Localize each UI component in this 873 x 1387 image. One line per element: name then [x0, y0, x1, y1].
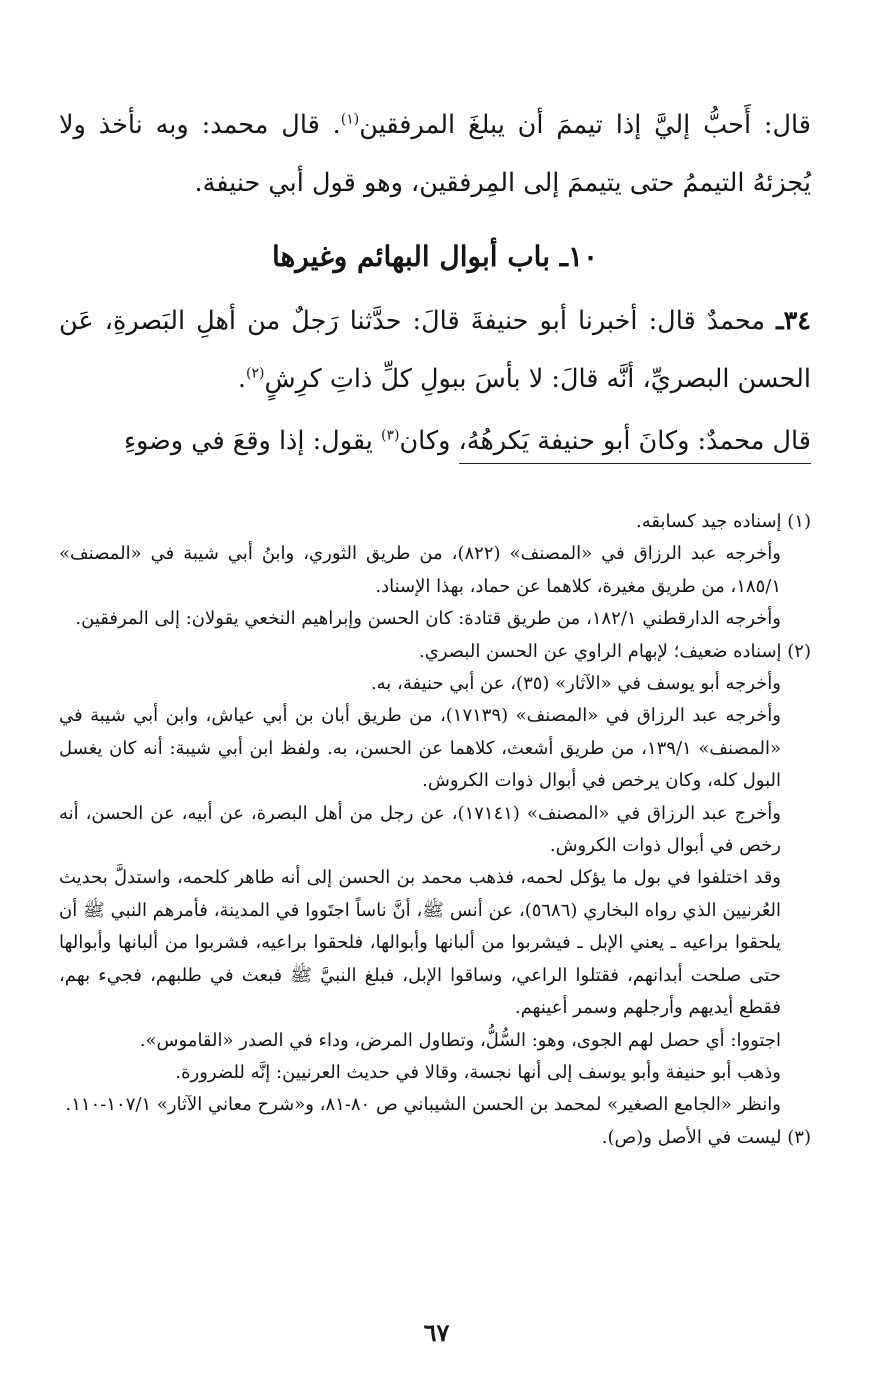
hadith-34	[59, 292, 811, 408]
footnote-ref-2[interactable]: (٢)	[245, 365, 265, 382]
footnote-1-a: وأخرجه عبد الرزاق في «المصنف» (٨٢٢)، من طريق الثوري، وابنُ أبي شيبة في «المصنف» ١٨٥/١، من طريق مغيرة، كلاهما عن حماد، بهذا الإسناد.	[59, 543, 781, 597]
footnote-2-g: وانظر «الجامع الصغير» لمحمد بن الحسن الشيباني ص ٨٠-٨١، و«شرح معاني الآثار» ١٠٧/١-١١٠.	[65, 1094, 781, 1116]
footnote-3: (٣) ليست في الأصل و(ص).	[601, 1126, 811, 1148]
footnote-1-b: وأخرجه الدارقطني ١٨٢/١، من طريق قتادة: كان الحسن وإبراهيم النخعي يقولان: إلى المرفقين.	[75, 608, 781, 630]
main-text	[59, 96, 811, 470]
hadith-number: ٣٤ـ	[776, 306, 811, 336]
paragraph-3-text: قال محمدٌ: وكانَ أبو حنيفة يَكرهُهُ، وكان	[399, 426, 811, 456]
chapter-heading: ١٠ـ باب أبوال البهائم وغيرها	[271, 240, 599, 273]
page-number: ٦٧	[423, 1318, 450, 1347]
footnote-2-a: وأخرجه أبو يوسف في «الآثار» (٣٥)، عن أبي حنيفة، به.	[370, 673, 781, 695]
paragraph-3	[59, 412, 811, 470]
paragraph-3-rest: يقول: إذا وقعَ في وضوءِ	[123, 426, 381, 456]
footnotes	[59, 506, 811, 1154]
paragraph-1	[59, 96, 811, 212]
footnote-2-c: وأخرج عبد الرزاق في «المصنف» (١٧١٤١)، عن رجل من أهل البصرة، عن أبيه، عن الحسن، أنه رخص في أبوال ذوات الكروش.	[59, 802, 781, 857]
paragraph-1-rest: . قال محمد: وبه نأخذ ولا يُجزئهُ التيممُ حتى يتيممَ إلى المِرفقين، وهو قول أبي حنيفة.	[59, 110, 811, 198]
hadith-34-end: .	[237, 364, 246, 394]
footnote-2-f: وذهب أبو حنيفة وأبو يوسف إلى أنها نجسة، وقالا في حديث العرنيين: إنَّه للضرورة.	[175, 1061, 781, 1083]
hadith-34-text: محمدٌ قال: أخبرنا أبو حنيفةَ قالَ: حدَّثنا رَجلٌ من أهلِ البَصرةِ، عَن الحسن البصريِّ، أنَّه قالَ: لا بأسَ ببولِ كلِّ ذاتِ كرِشٍ	[59, 306, 811, 394]
footnote-ref-1[interactable]: (١)	[340, 111, 360, 128]
footnote-2-d: وقد اختلفوا في بول ما يؤكل لحمه، فذهب محمد بن الحسن إلى أنه طاهر كلحمه، واستدلَّ بحديث العُرنيين الذي رواه البخاري (٥٦٨٦)، عن أنس ﷺ، أنَّ ناساً اجتَووا في المدينة، فأمرهم النبي ﷺ أن يلحقوا براعيه ـ يعني الإبل ـ فيشربوا من ألبانها وأبوالها، فلحقوا براعيه، فشربوا من ألبانها وأبوالها حتى صلحت أبدانهم، فقتلوا الراعي، وساقوا الإبل، فبلغ النبيَّ ﷺ فبعث في طلبهم، فجيء بهم، فقطع أيديهم وأرجلهم وسمر أعينهم.	[59, 867, 781, 1019]
footnote-1: (١) إسناده جيد كسابقه.	[636, 511, 811, 532]
footnote-separator	[459, 463, 811, 464]
footnote-2-e: اجتووا: أي حصل لهم الجوى، وهو: السُّلُّ، وتطاول المرض، وداء في الصدر «القاموس».	[139, 1029, 781, 1051]
footnote-ref-3[interactable]: (٣)	[380, 427, 400, 444]
footnote-2: (٢) إسناده ضعيف؛ لإبهام الراوي عن الحسن البصري.	[419, 640, 811, 662]
footnote-2-b: وأخرجه عبد الرزاق في «المصنف» (١٧١٣٩)، من طريق أبان بن أبي عياش، وابن أبي شيبة في «المصنف» ١٣٩/١، من طريق أشعث، كلاهما عن الحسن، به. ولفظ ابن أبي شيبة: أنه كان يغسل البول كله، وكان يرخص في أبوال ذوات الكروش.	[59, 705, 782, 792]
paragraph-1-text: قال: أَحبُّ إليَّ إذا تيممَ أن يبلغَ المرفقين	[359, 110, 811, 140]
